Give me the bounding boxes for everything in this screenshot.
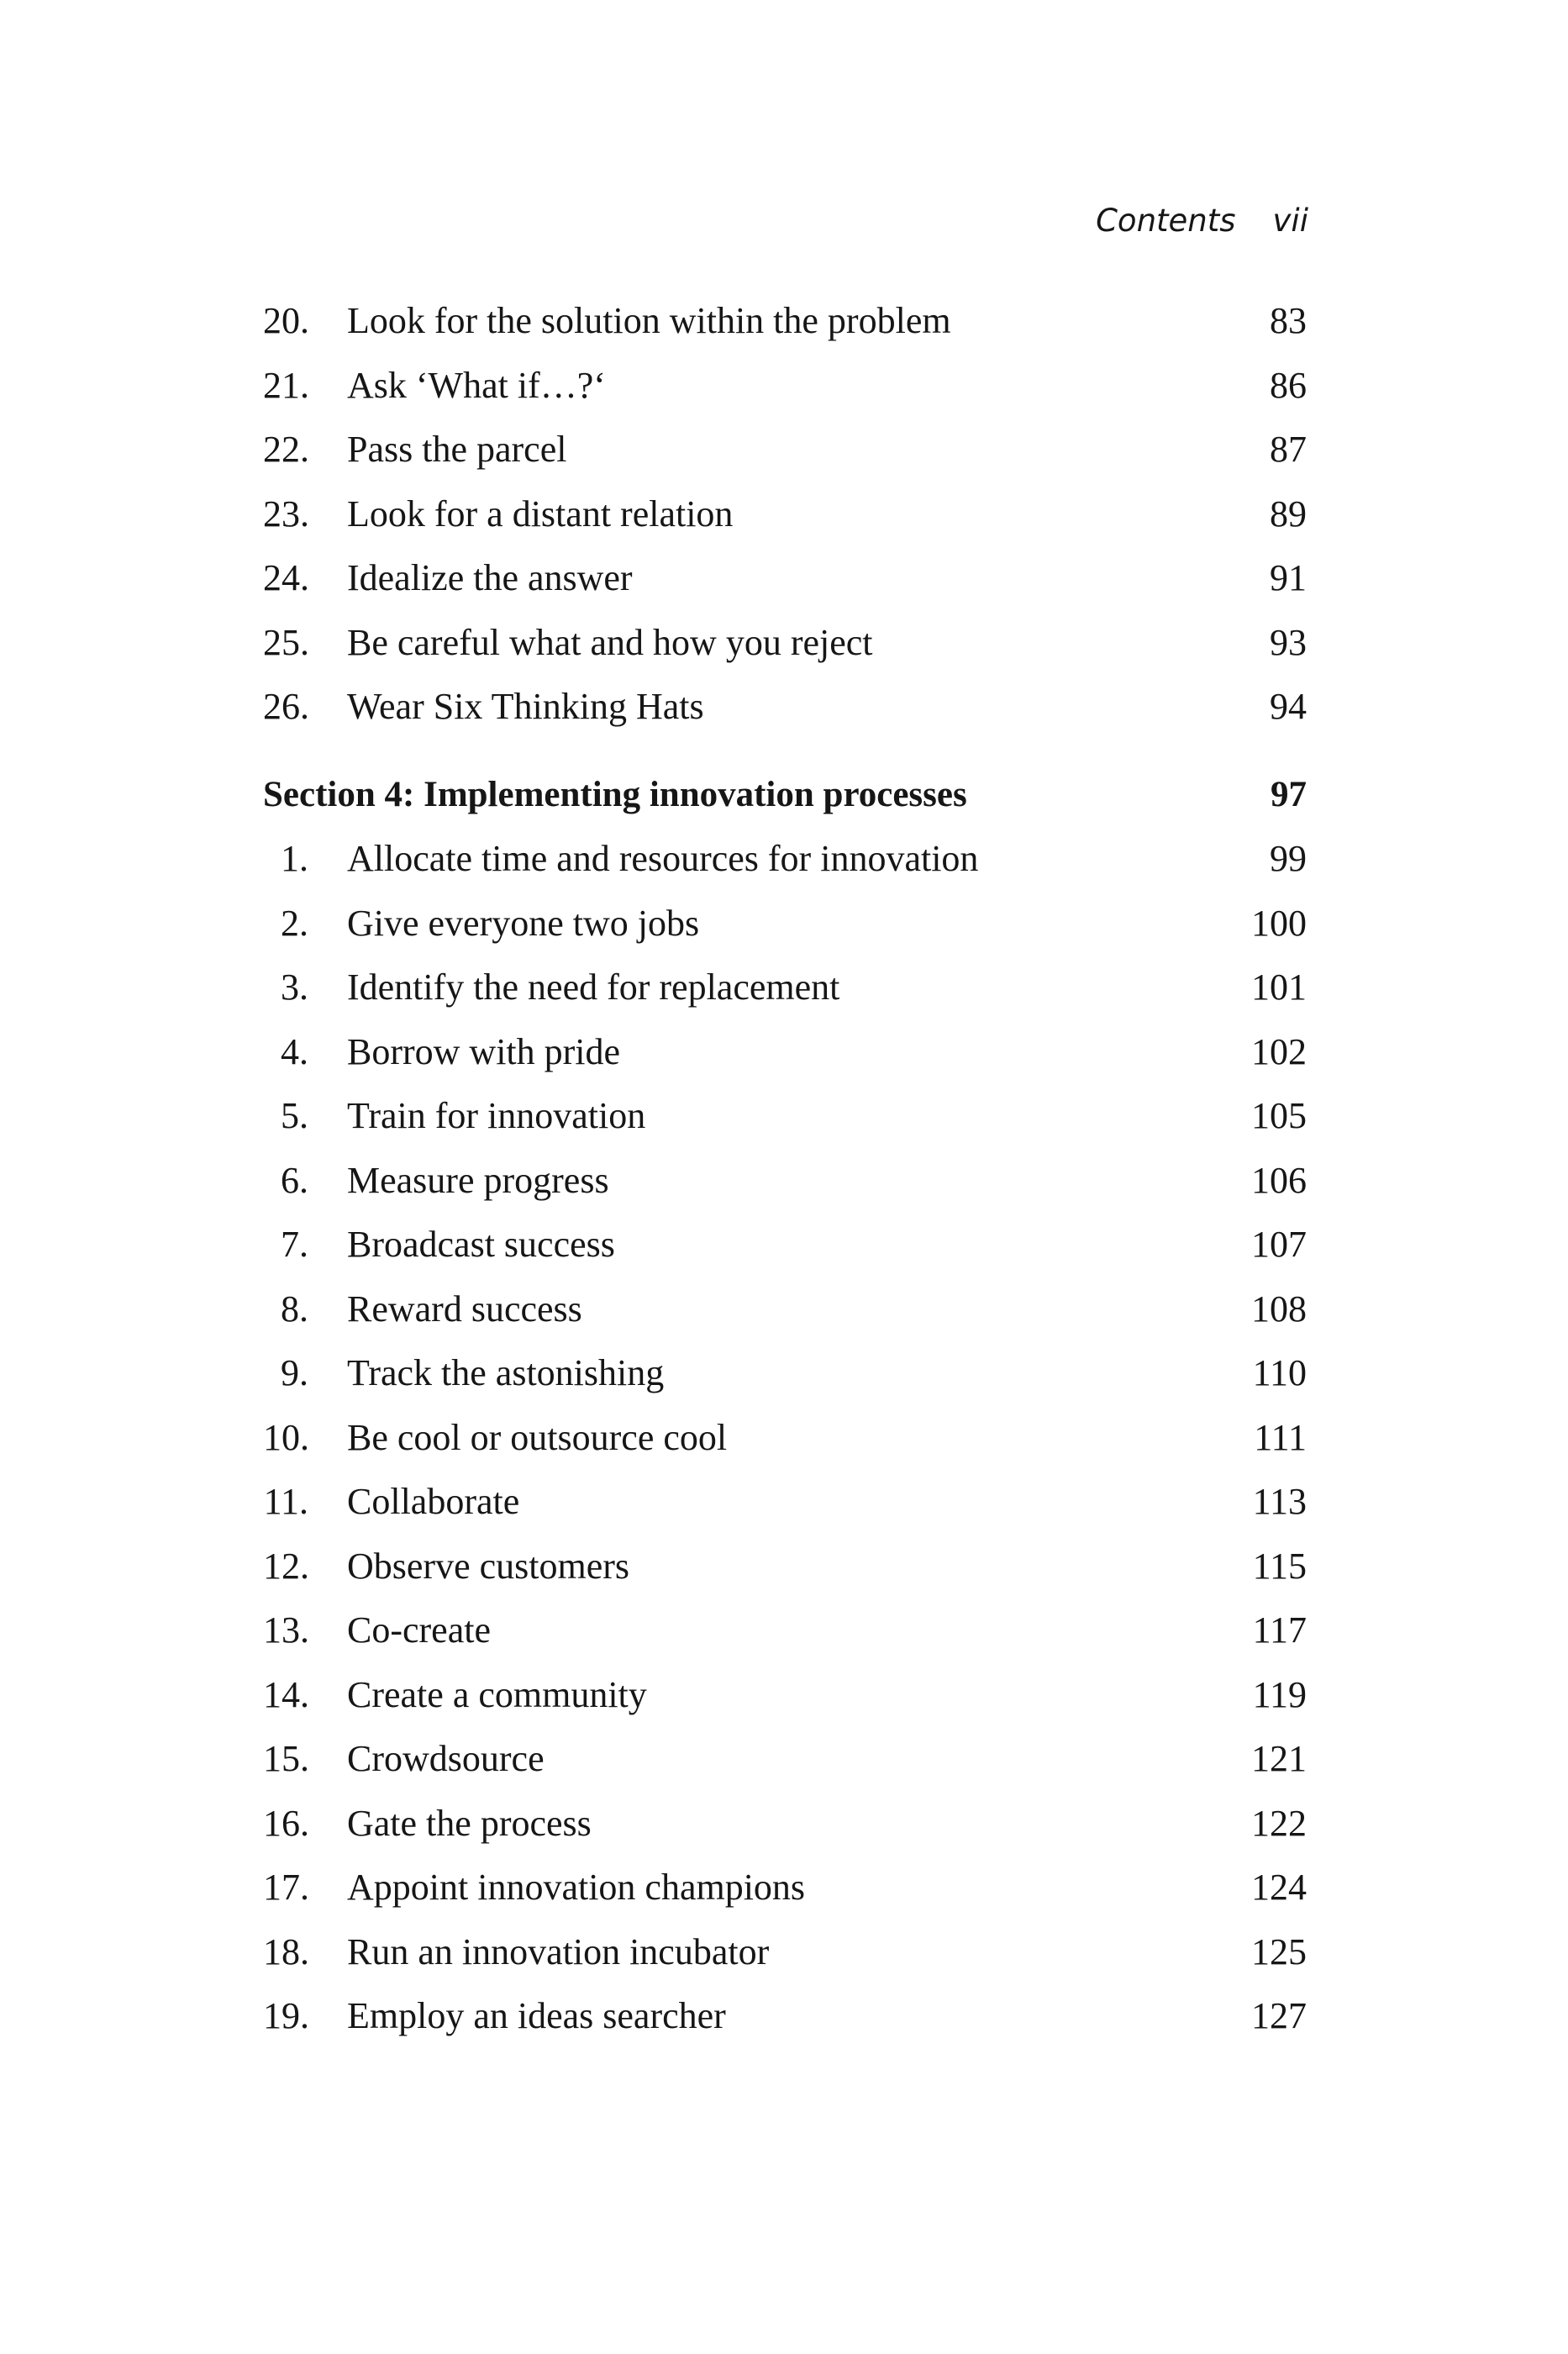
entry-number: 11. [263,1481,308,1522]
entry-number: 18. [263,1930,309,1972]
entry-number: 2. [281,902,308,944]
entry-number: 12. [263,1545,309,1587]
entry-number: 24. [263,557,309,598]
entry-page-number: 87 [1270,429,1307,470]
running-head-label: Contents [1096,203,1236,239]
entry-page-number: 86 [1270,364,1307,406]
entry-page-number: 127 [1251,1995,1307,2036]
entry-page-number: 117 [1252,1609,1307,1651]
entry-title: Measure progress [347,1159,609,1201]
toc-entry [263,1544,1307,1609]
entry-title: Run an innovation incubator [347,1930,770,1972]
toc-entry [263,620,1307,685]
entry-number: 4. [281,1030,308,1072]
entry-title: Broadcast success [347,1224,615,1265]
entry-page-number: 122 [1251,1802,1307,1844]
entry-title: Allocate time and resources for innovation [347,838,979,879]
toc-entry [263,1865,1307,1930]
toc-entry [263,1608,1307,1672]
toc-entry [263,1158,1307,1223]
entry-page-number: 113 [1252,1481,1307,1522]
section-page-number: 97 [1271,774,1307,814]
entry-number: 19. [263,1995,309,2036]
toc-entry [263,1415,1307,1480]
entry-page-number: 110 [1252,1352,1307,1393]
toc-entry [263,556,1307,620]
entry-title: Create a community [347,1673,647,1715]
toc-entry [263,492,1307,556]
entry-number: 9. [281,1352,308,1393]
entry-page-number: 100 [1251,902,1307,944]
entry-number: 14. [263,1673,309,1715]
entry-title: Collaborate [347,1481,520,1522]
toc-section-heading [263,772,1307,837]
entry-title: Train for innovation [347,1095,646,1136]
entry-title: Borrow with pride [347,1030,621,1072]
entry-title: Pass the parcel [347,429,567,470]
entry-page-number: 115 [1252,1545,1307,1587]
entry-title: Employ an ideas searcher [347,1995,726,2036]
entry-title: Identify the need for replacement [347,966,840,1008]
toc-entries-before [263,298,1307,749]
entry-number: 23. [263,492,309,535]
entry-title: Look for the solution within the problem [347,300,951,341]
entry-number: 21. [263,364,309,406]
toc-entry [263,836,1307,901]
entry-page-number: 94 [1270,686,1307,727]
entry-page-number: 105 [1251,1095,1307,1136]
entry-page-number: 99 [1270,838,1307,879]
entry-page-number: 107 [1251,1224,1307,1265]
entry-title: Reward success [347,1288,582,1330]
toc-entry [263,1993,1307,2058]
entry-number: 22. [263,429,309,470]
entry-page-number: 101 [1251,966,1307,1008]
entry-title: Track the astonishing [347,1352,665,1393]
toc-entry [263,1287,1307,1351]
entry-number: 5. [281,1095,308,1136]
toc-entry [263,1030,1307,1094]
entry-number: 26. [263,686,309,727]
toc-entry [263,1736,1307,1801]
entry-title: Give everyone two jobs [347,902,700,944]
toc-entry [263,965,1307,1030]
entry-title: Observe customers [347,1545,630,1587]
entry-page-number: 83 [1270,300,1307,341]
entry-title: Idealize the answer [347,557,633,598]
entry-number: 20. [263,300,309,341]
toc-entries-after [263,836,1307,2058]
entry-page-number: 119 [1252,1673,1307,1715]
toc-entry [263,1222,1307,1287]
entry-title: Crowdsource [347,1738,545,1779]
toc-entry [263,1351,1307,1415]
entry-number: 6. [281,1159,308,1201]
page-folio: vii [1272,203,1308,239]
toc-entry [263,427,1307,492]
entry-number: 17. [263,1867,309,1908]
toc-entry [263,901,1307,966]
toc-entry [263,1801,1307,1866]
toc-entry [263,1930,1307,1994]
entry-title: Look for a distant relation [347,492,734,535]
entry-title: Ask ‘What if…?‘ [347,364,606,406]
entry-number: 8. [281,1288,308,1330]
entry-number: 3. [281,966,308,1008]
toc-entry [263,1479,1307,1544]
entry-title: Be careful what and how you reject [347,621,873,663]
entry-title: Appoint innovation champions [347,1867,806,1908]
entry-page-number: 125 [1251,1930,1307,1972]
entry-title: Gate the process [347,1802,592,1844]
entry-number: 7. [281,1224,308,1265]
toc-entry [263,298,1307,363]
toc-entry [263,363,1307,428]
entry-number: 16. [263,1802,309,1844]
entry-page-number: 93 [1270,621,1307,663]
entry-page-number: 111 [1254,1416,1307,1458]
section-title: Section 4: Implementing innovation processes [263,774,967,814]
entry-number: 15. [263,1738,309,1779]
entry-title: Wear Six Thinking Hats [347,686,704,727]
entry-number: 10. [263,1416,309,1458]
entry-page-number: 121 [1251,1738,1307,1779]
entry-number: 25. [263,621,309,663]
entry-page-number: 108 [1251,1288,1307,1330]
entry-page-number: 91 [1270,557,1307,598]
entry-title: Co-create [347,1609,491,1651]
entry-page-number: 106 [1251,1159,1307,1201]
toc-entry [263,1672,1307,1737]
running-head [1096,203,1308,239]
toc-entry [263,684,1307,749]
entry-number: 13. [263,1609,309,1651]
entry-title: Be cool or outsource cool [347,1416,728,1458]
toc-entry [263,1093,1307,1158]
entry-page-number: 89 [1270,492,1307,535]
table-of-contents [263,298,1307,2058]
entry-page-number: 102 [1251,1030,1307,1072]
entry-number: 1. [281,838,308,879]
entry-page-number: 124 [1251,1867,1307,1908]
